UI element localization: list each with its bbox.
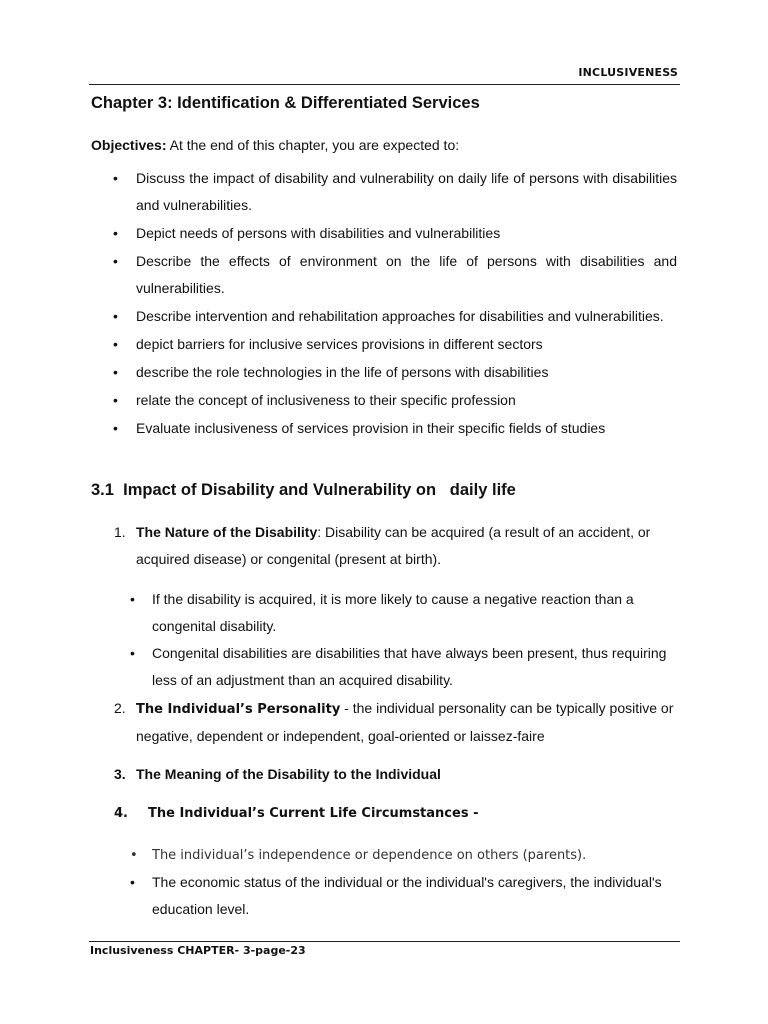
section-title: 3.1 Impact of Disability and Vulnerability on daily life <box>91 481 516 499</box>
sub-bullet-list <box>130 586 680 694</box>
item-text: : Disability can be acquired (a result of an accident, or acquired disease) or congenital (present at birth). <box>136 524 651 567</box>
page-footer: Inclusiveness CHAPTER- 3-page-23 <box>90 944 306 957</box>
objectives-intro-text: At the end of this chapter, you are expected to: <box>166 137 460 153</box>
item-text: - the individual personality can be typically positive or negative, dependent or independent, goal-oriented or laissez-faire <box>136 700 674 744</box>
item-body <box>136 695 681 750</box>
objectives-label: Objectives: <box>91 137 167 153</box>
objective-item: • describe the role technologies in the life of persons with disabilities <box>113 359 677 386</box>
sub-bullet-item: • Congenital disabilities are disabilities that have always been present, thus requiring less of an adjustment than an acquired disability. <box>130 640 680 694</box>
item-number: 4. <box>114 806 128 821</box>
item-heading: The Nature of the Disability <box>136 524 318 540</box>
item-heading: The Meaning of the Disability to the Individual <box>136 766 441 782</box>
sub-bullet-item: • The individual’s independence or dependence on others (parents). <box>130 842 680 869</box>
objective-item: • depict barriers for inclusive services provisions in different sectors <box>113 331 677 358</box>
header-rule <box>89 84 680 85</box>
item-body <box>136 519 679 573</box>
objectives-list <box>113 165 677 443</box>
footer-rule <box>89 941 680 942</box>
objective-item: • Describe the effects of environment on the life of persons with disabilities and vulnerabilities. <box>113 248 677 302</box>
objective-item: • relate the concept of inclusiveness to their specific profession <box>113 387 677 414</box>
item-number: 1. <box>114 524 126 540</box>
objective-item: • Evaluate inclusiveness of services provision in their specific fields of studies <box>113 415 677 442</box>
chapter-title: Chapter 3: Identification & Differentiated Services <box>91 94 480 112</box>
sub-bullet-list <box>130 842 680 923</box>
sub-bullet-item: • If the disability is acquired, it is more likely to cause a negative reaction than a congenital disability. <box>130 586 680 640</box>
running-head: INCLUSIVENESS <box>578 66 678 79</box>
objective-item: • Describe intervention and rehabilitation approaches for disabilities and vulnerabilities. <box>113 303 677 330</box>
objective-item: • Depict needs of persons with disabilities and vulnerabilities <box>113 220 677 247</box>
sub-bullet-item: • The economic status of the individual or the individual's caregivers, the individual's education level. <box>130 869 680 923</box>
item-number: 3. <box>114 766 126 782</box>
objective-item: • Discuss the impact of disability and vulnerability on daily life of persons with disabilities and vulnerabilities. <box>113 165 677 219</box>
item-heading: The Individual’s Personality <box>136 702 341 717</box>
item-heading: The Individual’s Current Life Circumstances - <box>148 806 479 821</box>
objectives-intro <box>91 137 459 153</box>
item-number: 2. <box>114 700 126 716</box>
